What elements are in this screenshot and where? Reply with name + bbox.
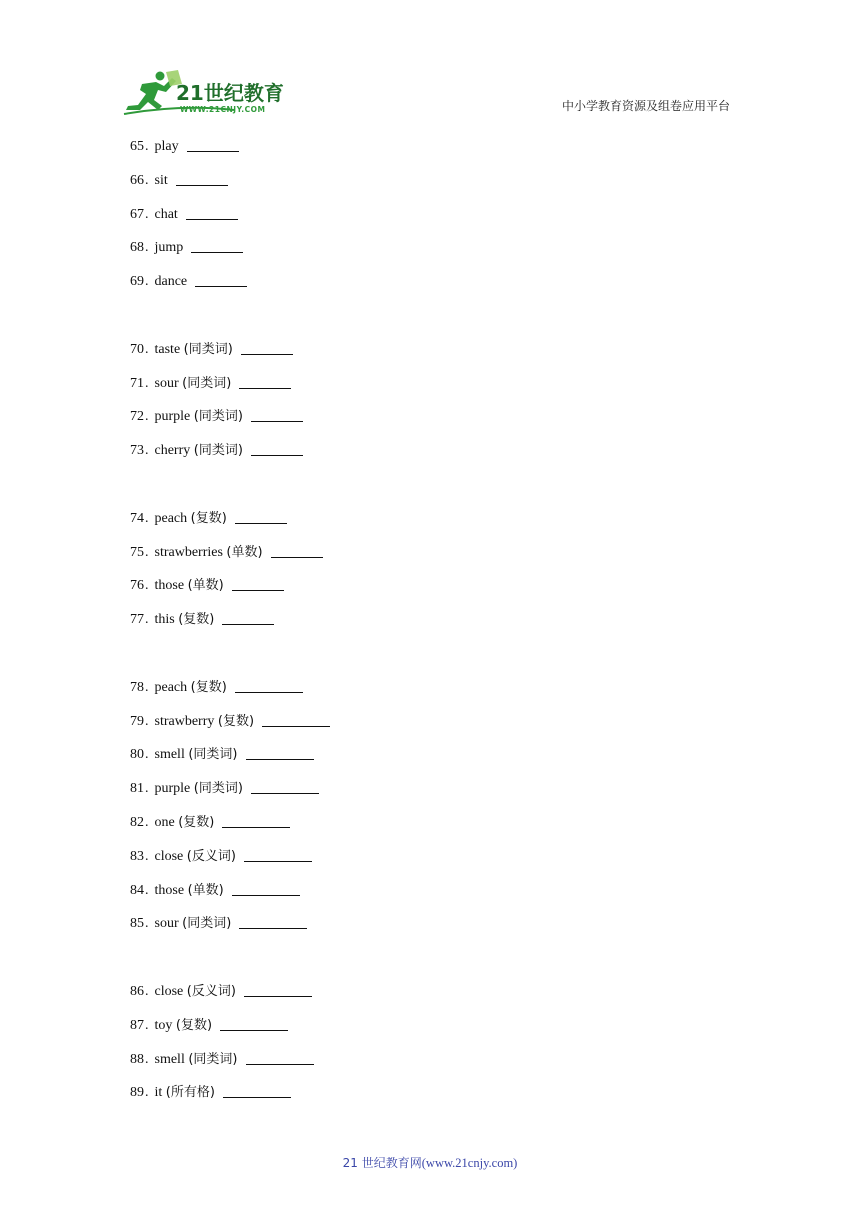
item-number: 83 — [130, 848, 144, 864]
item-number-dot: . — [145, 172, 149, 188]
item-instruction: (同类词) — [188, 747, 238, 763]
item-number: 72 — [130, 409, 144, 425]
item-instruction: (复数) — [178, 612, 215, 628]
item-number: 82 — [130, 814, 144, 830]
answer-blank[interactable] — [195, 272, 247, 287]
item-instruction: (复数) — [190, 510, 227, 526]
item-number: 85 — [130, 916, 144, 932]
exercise-item — [130, 610, 730, 644]
exercise-item — [130, 340, 730, 374]
item-word: those — [154, 578, 185, 594]
answer-blank[interactable] — [239, 914, 307, 929]
item-number-dot: . — [145, 612, 149, 628]
item-word: those — [154, 882, 185, 898]
item-number: 71 — [130, 375, 144, 391]
exercise-item — [130, 881, 730, 915]
answer-blank[interactable] — [223, 1083, 291, 1098]
item-number-dot: . — [145, 341, 149, 357]
exercise-item — [130, 441, 730, 475]
exercise-item — [130, 509, 730, 543]
item-number-dot: . — [145, 1051, 149, 1067]
answer-blank[interactable] — [262, 712, 330, 727]
item-number: 70 — [130, 341, 144, 357]
item-instruction: (复数) — [217, 713, 255, 729]
answer-blank[interactable] — [222, 610, 274, 625]
exercise-list — [130, 137, 730, 1117]
item-number-dot: . — [145, 409, 149, 425]
item-number: 69 — [130, 274, 144, 290]
item-word: peach — [154, 679, 188, 695]
item-word: strawberry — [154, 713, 215, 729]
answer-blank[interactable] — [241, 340, 293, 355]
item-instruction: (同类词) — [182, 375, 232, 391]
answer-blank[interactable] — [246, 1050, 314, 1065]
exercise-item — [130, 543, 730, 577]
item-number-dot: . — [145, 578, 149, 594]
exercise-item — [130, 238, 730, 272]
answer-blank[interactable] — [232, 881, 300, 896]
answer-blank[interactable] — [235, 509, 287, 524]
answer-blank[interactable] — [187, 137, 239, 152]
item-word: purple — [154, 409, 191, 425]
item-word: chat — [154, 206, 178, 222]
item-word: toy — [154, 1017, 173, 1033]
exercise-item — [130, 813, 730, 847]
exercise-item — [130, 712, 730, 746]
section-spacer — [130, 948, 730, 982]
item-number-dot: . — [145, 781, 149, 797]
item-number: 78 — [130, 679, 144, 695]
item-number-dot: . — [145, 679, 149, 695]
exercise-item — [130, 847, 730, 881]
item-word: it — [154, 1085, 163, 1101]
item-instruction: (同类词) — [193, 781, 243, 797]
item-number-dot: . — [145, 443, 149, 459]
item-instruction: (所有格) — [165, 1085, 215, 1101]
item-instruction: (同类词) — [188, 1051, 238, 1067]
exercise-item — [130, 576, 730, 610]
item-instruction: (复数) — [190, 679, 227, 695]
answer-blank[interactable] — [186, 205, 238, 220]
exercise-item — [130, 1016, 730, 1050]
item-word: peach — [154, 510, 188, 526]
item-number: 73 — [130, 443, 144, 459]
answer-blank[interactable] — [176, 171, 228, 186]
item-number-dot: . — [145, 1085, 149, 1101]
exercise-item — [130, 272, 730, 306]
item-number-dot: . — [145, 747, 149, 763]
answer-blank[interactable] — [244, 982, 312, 997]
page-footer — [0, 1154, 860, 1171]
item-number-dot: . — [145, 240, 149, 256]
item-number-dot: . — [145, 510, 149, 526]
item-number: 65 — [130, 139, 144, 154]
item-word: strawberries — [154, 544, 223, 560]
footer-site-name: 21 世纪教育网 — [342, 1156, 422, 1170]
item-number-dot: . — [145, 882, 149, 898]
exercise-item — [130, 137, 730, 171]
item-number: 81 — [130, 781, 144, 797]
item-instruction: (反义词) — [186, 848, 236, 864]
page-header — [0, 0, 860, 130]
item-word: purple — [154, 781, 191, 797]
exercise-item — [130, 914, 730, 948]
exercise-item — [130, 779, 730, 813]
item-instruction: (反义词) — [186, 983, 236, 999]
answer-blank[interactable] — [251, 407, 303, 422]
item-word: dance — [154, 274, 188, 290]
item-word: sour — [154, 375, 179, 391]
item-word: smell — [154, 1051, 185, 1067]
answer-blank[interactable] — [191, 238, 243, 253]
answer-blank[interactable] — [244, 847, 312, 862]
exercise-item — [130, 205, 730, 239]
section-spacer — [130, 644, 730, 678]
section-spacer — [130, 475, 730, 509]
item-number: 74 — [130, 510, 144, 526]
exercise-item — [130, 171, 730, 205]
item-word: sit — [154, 172, 168, 188]
footer-url: (www.21cnjy.com) — [421, 1156, 518, 1170]
item-instruction: (同类词) — [183, 341, 233, 357]
logo — [122, 70, 292, 116]
item-number: 86 — [130, 983, 144, 999]
item-instruction: (单数) — [226, 544, 263, 560]
item-instruction: (同类词) — [193, 409, 243, 425]
item-word: one — [154, 814, 175, 830]
item-number: 80 — [130, 747, 144, 763]
exercise-item — [130, 1083, 730, 1117]
item-number-dot: . — [145, 544, 149, 560]
logo-title: 21世纪教育 — [176, 81, 284, 105]
answer-blank[interactable] — [222, 813, 290, 828]
answer-blank[interactable] — [271, 543, 323, 558]
item-instruction: (同类词) — [182, 916, 232, 932]
item-word: jump — [154, 240, 184, 256]
item-instruction: (单数) — [187, 578, 224, 594]
item-number-dot: . — [145, 375, 149, 391]
exercise-item — [130, 745, 730, 779]
answer-blank[interactable] — [251, 779, 319, 794]
item-number-dot: . — [145, 713, 149, 729]
logo-url: WWW.21CNJY.COM — [180, 105, 266, 114]
item-number: 87 — [130, 1017, 144, 1033]
item-number: 67 — [130, 206, 144, 222]
item-number-dot: . — [145, 274, 149, 290]
exercise-item — [130, 982, 730, 1016]
item-number: 66 — [130, 172, 144, 188]
item-number-dot: . — [145, 848, 149, 864]
item-word: taste — [154, 341, 181, 357]
section-spacer — [130, 306, 730, 340]
item-word: this — [154, 612, 175, 628]
item-number-dot: . — [145, 916, 149, 932]
item-word: close — [154, 983, 184, 999]
answer-blank[interactable] — [232, 576, 284, 591]
item-instruction: (同类词) — [193, 443, 243, 459]
item-number: 88 — [130, 1051, 144, 1067]
item-number: 76 — [130, 578, 144, 594]
item-number: 89 — [130, 1085, 144, 1101]
item-word: close — [154, 848, 184, 864]
item-instruction: (复数) — [175, 1017, 213, 1033]
answer-blank[interactable] — [235, 678, 303, 693]
exercise-item — [130, 1050, 730, 1084]
item-instruction: (单数) — [187, 882, 224, 898]
platform-tagline: 中小学教育资源及组卷应用平台 — [561, 99, 730, 113]
item-number: 68 — [130, 240, 144, 256]
answer-blank[interactable] — [239, 374, 291, 389]
answer-blank[interactable] — [220, 1016, 288, 1031]
answer-blank[interactable] — [251, 441, 303, 456]
item-number: 77 — [130, 612, 144, 628]
item-word: sour — [154, 916, 179, 932]
answer-blank[interactable] — [246, 745, 314, 760]
item-number: 75 — [130, 544, 144, 560]
item-number-dot: . — [145, 206, 149, 222]
exercise-item — [130, 678, 730, 712]
item-number-dot: . — [145, 1017, 149, 1033]
item-instruction: (复数) — [178, 814, 215, 830]
item-word: smell — [154, 747, 185, 763]
item-number: 79 — [130, 713, 144, 729]
item-number: 84 — [130, 882, 144, 898]
item-word: play — [154, 139, 179, 154]
exercise-item — [130, 407, 730, 441]
item-word: cherry — [154, 443, 191, 459]
item-number-dot: . — [145, 139, 149, 154]
exercise-item — [130, 374, 730, 408]
item-number-dot: . — [145, 983, 149, 999]
item-number-dot: . — [145, 814, 149, 830]
